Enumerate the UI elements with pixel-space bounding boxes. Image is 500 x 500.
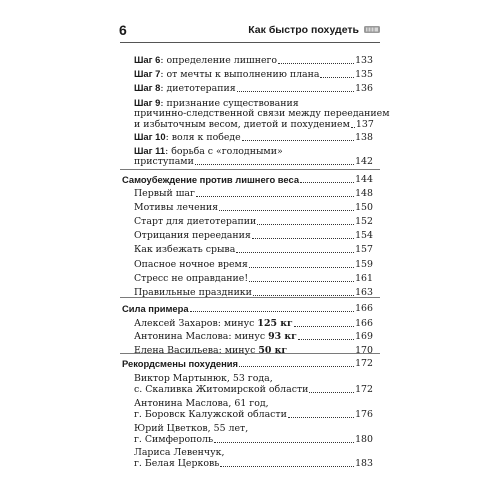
toc-entry-line: Шаг 11: борьба с «голодными»	[134, 145, 283, 157]
toc-entry: приступами 142	[134, 156, 373, 167]
page-number: 6	[119, 22, 127, 38]
header-rule	[120, 42, 380, 43]
toc-entry: Правильные праздники 163	[134, 287, 373, 298]
toc-entry: и избыточным весом, диетой и похудением 137	[134, 119, 374, 130]
section-rule	[120, 353, 380, 354]
section-heading: Рекордсмены похудения 172	[122, 358, 373, 369]
toc-entry: Стресс не оправдание! 161	[134, 273, 373, 284]
toc-entry: Елена Васильева: минус 50 кг 170	[134, 345, 373, 356]
toc-entry: Шаг 6: определение лишнего 133	[134, 54, 373, 66]
toc-entry-line: Антонина Маслова, 61 год,	[134, 398, 269, 409]
toc-entry: Алексей Захаров: минус 125 кг 166	[134, 318, 373, 329]
section-rule	[120, 169, 380, 170]
toc-entry: Старт для диетотерапии 152	[134, 216, 373, 227]
toc-entry-line: Виктор Мартынюк, 53 года,	[134, 373, 273, 384]
toc-entry-line: Юрий Цветков, 55 лет,	[134, 423, 249, 434]
toc-entry: Отрицания переедания 154	[134, 230, 373, 241]
toc-entry: Как избежать срыва 157	[134, 244, 373, 255]
page-header	[119, 22, 381, 40]
toc-entry: Первый шаг 148	[134, 188, 373, 199]
toc-entry: Шаг 10: воля к победе 138	[134, 131, 373, 143]
toc-entry: г. Боровск Калужской области 176	[134, 409, 373, 420]
toc-entry: Шаг 7: от мечты к выполнению плана 135	[134, 68, 373, 80]
toc-entry-line: Шаг 9: признание существования	[134, 97, 299, 109]
scale-icon	[363, 24, 381, 34]
toc-entry: Опасное ночное время 159	[134, 259, 373, 270]
toc-entry-line: Лариса Левенчук,	[134, 447, 225, 458]
section-rule	[120, 297, 380, 298]
toc-entry: Шаг 8: диетотерапия 136	[134, 82, 373, 94]
toc-entry-line: причинно-следственной связи между перееданием	[134, 108, 390, 119]
toc-entry: Антонина Маслова: минус 93 кг 169	[134, 331, 373, 342]
toc-entry: Мотивы лечения 150	[134, 202, 373, 213]
section-heading: Сила примера 166	[122, 303, 373, 314]
running-title: Как быстро похудеть	[248, 24, 359, 36]
toc-entry: г. Симферополь 180	[134, 434, 373, 445]
toc-entry: с. Скаливка Житомирской области 172	[134, 384, 373, 395]
toc-entry: г. Белая Церковь 183	[134, 458, 373, 469]
section-heading: Самоубеждение против лишнего веса 144	[122, 174, 373, 185]
